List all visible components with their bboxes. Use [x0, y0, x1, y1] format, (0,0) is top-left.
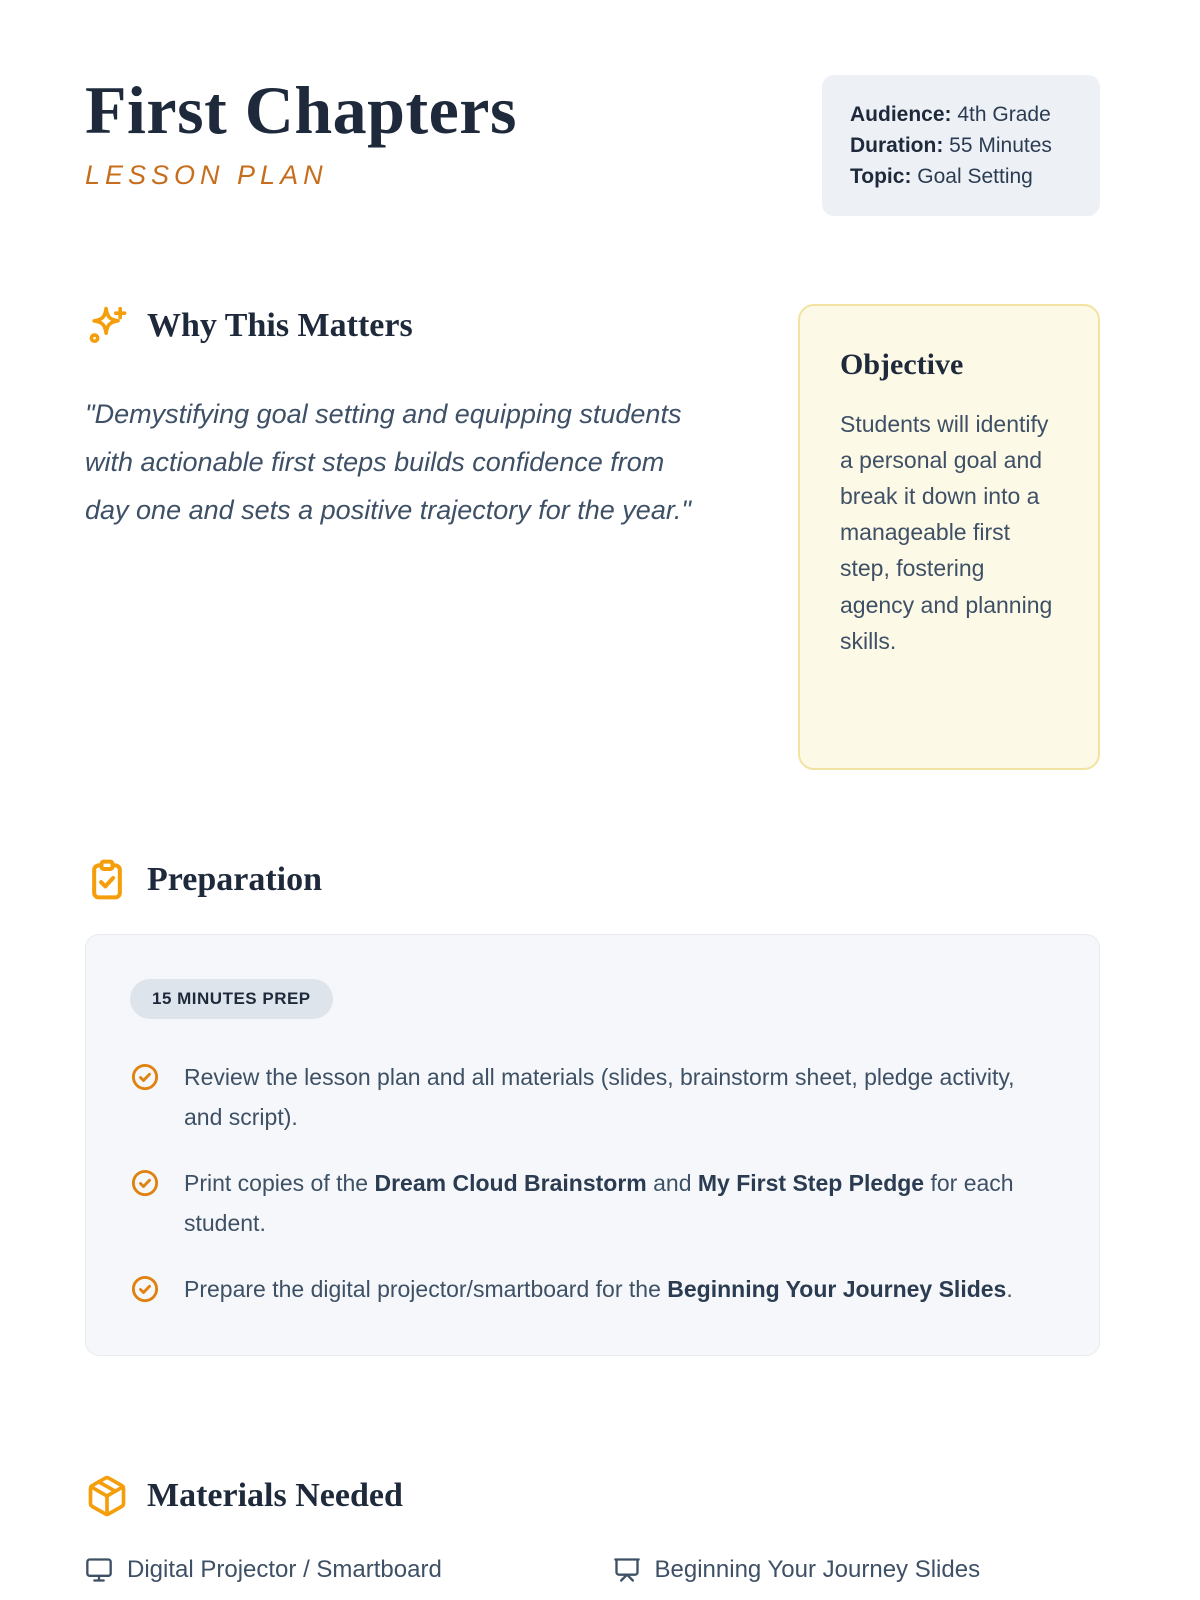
meta-topic [850, 161, 1072, 192]
why-and-objective-section [85, 304, 1100, 770]
material-label: Digital Projector / Smartboard [127, 1556, 442, 1584]
circle-check-icon [130, 1274, 160, 1304]
prep-checklist-item [130, 1057, 1055, 1137]
meta-audience-value: 4th Grade [957, 103, 1051, 126]
page-title: First Chapters [85, 72, 517, 148]
page-subtitle: LESSON PLAN [85, 160, 328, 191]
materials-list [85, 1556, 1100, 1584]
preparation-section [85, 858, 1100, 1356]
circle-check-icon [130, 1062, 160, 1092]
prep-checklist [130, 1057, 1055, 1309]
package-icon [85, 1474, 129, 1518]
prep-item-text: Print copies of the Dream Cloud Brainstorm and My First Step Pledge for each student. [184, 1170, 1014, 1237]
prep-item-text: Prepare the digital projector/smartboard for the Beginning Your Journey Slides. [184, 1276, 1013, 1303]
material-item [85, 1556, 573, 1584]
materials-section [85, 1474, 1100, 1584]
why-this-matters-heading-row [85, 304, 743, 348]
meta-duration-label: Duration: [850, 134, 944, 157]
why-this-matters-quote: "Demystifying goal setting and equipping students with actionable first steps builds confidence from day one and sets a positive trajectory for the year." [85, 399, 691, 526]
prep-checklist-item [130, 1269, 1055, 1309]
prep-item-text: Review the lesson plan and all materials (slides, brainstorm sheet, pledge activity, and script). [184, 1064, 1015, 1131]
lesson-meta-card [822, 75, 1100, 216]
material-item [613, 1556, 1101, 1584]
meta-audience-label: Audience: [850, 103, 952, 126]
monitor-icon [85, 1556, 113, 1584]
circle-check-icon [130, 1168, 160, 1198]
prep-checklist-item [130, 1163, 1055, 1243]
preparation-box [85, 934, 1100, 1356]
materials-heading: Materials Needed [147, 1477, 403, 1515]
why-this-matters-column [85, 304, 743, 534]
clipboard-check-icon [85, 858, 129, 902]
material-label: Beginning Your Journey Slides [654, 1556, 981, 1584]
meta-audience [850, 99, 1072, 130]
sparkles-icon [85, 304, 129, 348]
meta-duration [850, 130, 1072, 161]
materials-heading-row [85, 1474, 1100, 1518]
objective-heading: Objective [840, 348, 964, 381]
meta-duration-value: 55 Minutes [949, 134, 1052, 157]
title-block [85, 72, 517, 191]
meta-topic-value: Goal Setting [917, 165, 1033, 188]
prep-time-badge: 15 MINUTES PREP [130, 979, 333, 1019]
preparation-heading-row [85, 858, 1100, 902]
header [85, 72, 1100, 216]
presentation-icon [613, 1556, 641, 1584]
objective-card [798, 304, 1100, 770]
meta-topic-label: Topic: [850, 165, 912, 188]
preparation-heading: Preparation [147, 861, 323, 898]
why-this-matters-heading: Why This Matters [147, 307, 413, 344]
objective-body: Students will identify a personal goal and break it down into a manageable first step, fostering agency and planning skills. [840, 411, 1053, 654]
